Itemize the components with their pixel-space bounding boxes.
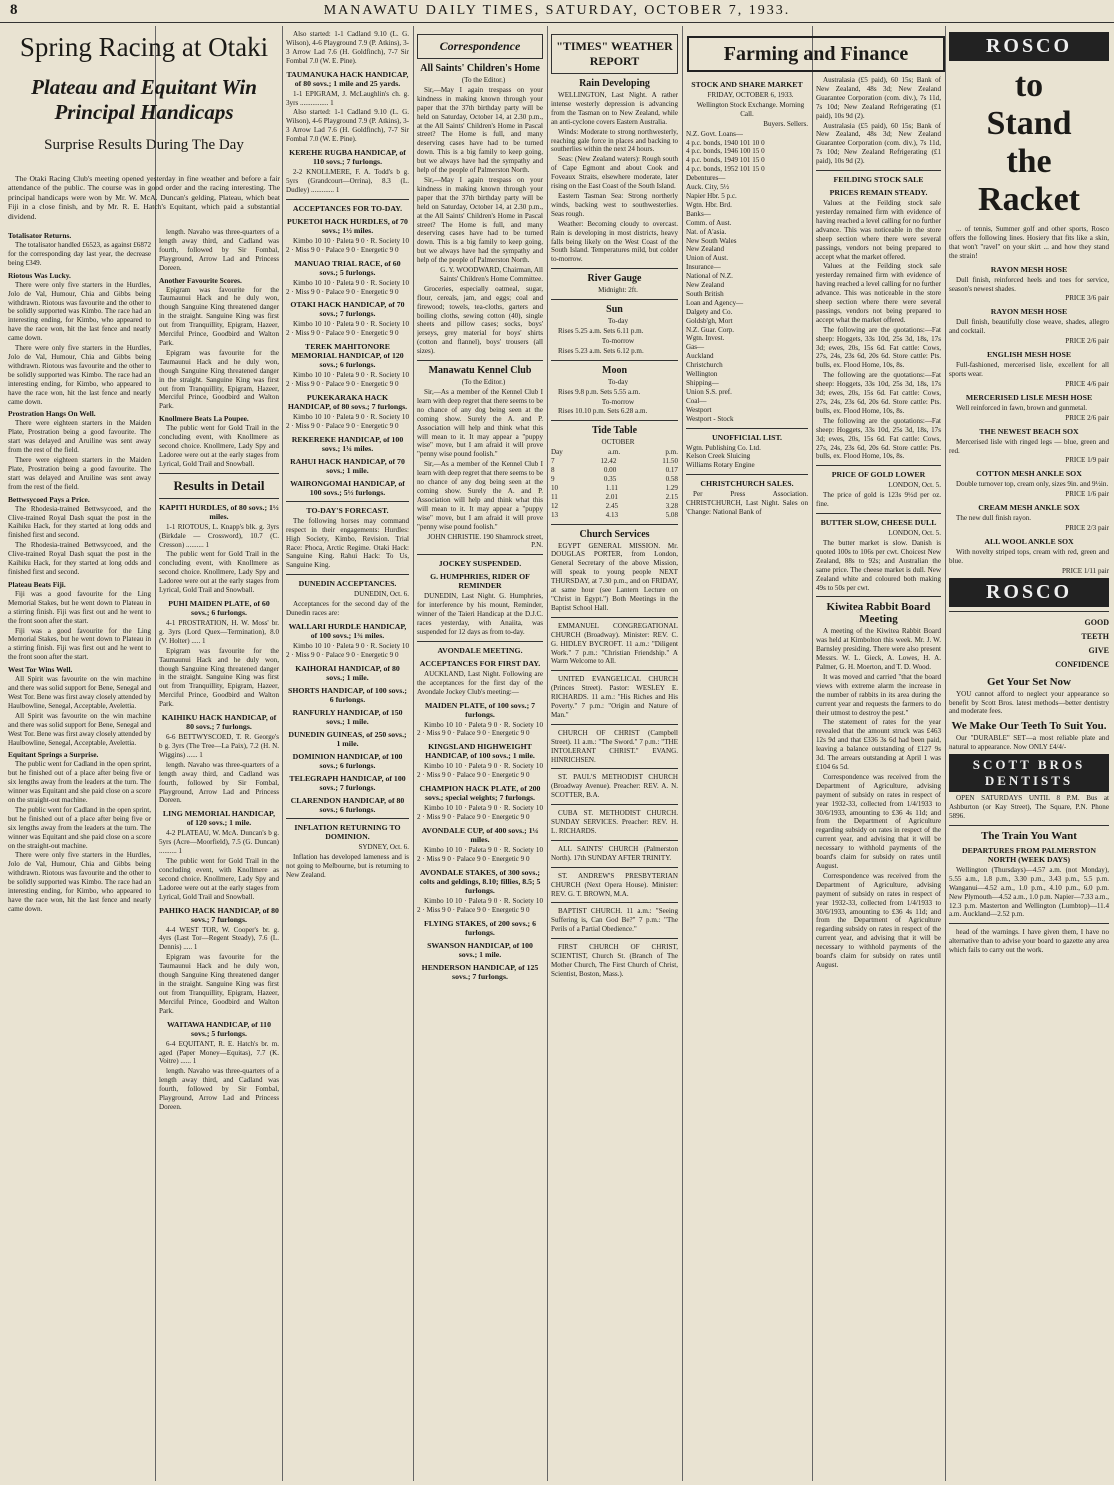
paragraph: WELLINGTON, Last Night. A rather intense westerly depression is advancing from the Tasman on to New Zealand, while an anti-cyclone covers Eastern Australia. — [551, 91, 678, 126]
ad-item: RAYON MESH HOSE — [990, 307, 1068, 317]
moon-title: Moon — [602, 364, 627, 376]
race-title: KINGSLAND HIGHWEIGHT HANDICAP, of 100 sovs.; 1 mile. — [425, 742, 535, 761]
stock-list — [686, 130, 808, 424]
race-title: KEREHE RUGBA HANDICAP, of 110 sovs.; 7 furlongs. — [289, 148, 406, 167]
race-title: CLARENDON HANDICAP, of 80 sovs.; 6 furlongs. — [290, 795, 405, 814]
race-title: AVONDALE CUP, of 400 sovs.; 1¼ miles. — [421, 826, 539, 844]
column-6 — [686, 76, 808, 1476]
paragraph: Inflation has developed lameness and is not going to Melbourne, but is returning to New Zealand. — [286, 852, 409, 879]
column-4 — [417, 30, 543, 1480]
section-head: Plateau Beats Fiji. — [8, 579, 66, 589]
race-result: 2-2 KNOLLMERE, F. A. Todd's b g. 5yrs (Grandcourt—Orrina), 8.3 (L. Dudley) ............. 1 — [286, 168, 409, 194]
list-row: New South Wales — [686, 236, 737, 245]
section-head: West Tor Wins Well. — [8, 665, 73, 675]
moon-times-today: Rises 9.8 p.m. Sets 5.55 a.m. — [558, 387, 641, 396]
paragraph: There were only five starters in the Hurdles, Jolo de Val, Humour, Chia and Gibbs being withdrawn. Riotous was favourite and the other to be solidly supported was Kimbo. The race had an interesting ending, for Kimbo, who appeared to have the race won, hit the last fence and nearly came down. — [8, 280, 151, 343]
paragraph: Australasia (£5 paid), 60 15s; Bank of New Zealand, 48s 3d; New Zealand Guarantee Corporation (com. div.), 7s 11d, 7s 10d; New Zealand Refrigerating (£1 paid), 10s 9d (2). — [816, 121, 941, 166]
paper-title: MANAWATU DAILY TIMES, SATURDAY, OCTOBER 7, 1933. — [323, 3, 791, 18]
paragraph: Our "DURABLE" SET—a most reliable plate and natural to appearance. Now ONLY £4/4/- — [949, 734, 1109, 752]
stock-head: Buyers. Sellers. — [763, 119, 808, 128]
paragraph: The following horses may command respect in their engagements: Hurdles: High Society, Kimbo, Revision. Trial Race: Phoca, Arctic Regime. Otaki Hack: Sanguine King. Rahui Hack: To Us, Sanguine King. — [286, 516, 409, 570]
list-row: Wgtn. Hbr. Brd. — [686, 200, 732, 209]
tide-row: 12 2.45 3.28 — [551, 501, 678, 510]
paragraph: There were eighteen starters in the Maiden Plate, Prostration being a good favourite. The start was delayed and Aruiline was sent away from the rest of the field. — [8, 419, 151, 455]
paragraph: The following are the quotations:—Fat sheep: Hoggets, 33s 10d, 25s 3d, 18s, 17s 3d; ewes, 20s, 15s 6d. Fat cattle: Cows, 27s, 24s, 23s 6d, 20s 6d. Store cattle: Pts. bulls, ex. Flood Home, 10s, 8s. — [816, 371, 941, 415]
ad-item: COTTON MESH ANKLE SOX — [976, 469, 1082, 479]
entries: Kimbo 10 10 · Paleta 9 0 · R. Society 10 2 · Miss 9 0 · Palace 9 0 · Energetic 9 0 — [417, 896, 543, 914]
ad-item: ALL WOOL ANKLE SOX — [984, 536, 1074, 546]
list-row: Wgtn. Publishing Co. Ltd. — [686, 443, 761, 452]
list-row: Auckland — [686, 352, 714, 361]
sun-times-today: Rises 5.25 a.m. Sets 6.11 p.m. — [558, 327, 644, 336]
entries: Kimbo 10 10 · Paleta 9 0 · R. Society 10 2 · Miss 9 0 · Palace 9 0 · Energetic 9 0 — [286, 236, 409, 254]
fielding-title: FEILDING STOCK SALE — [833, 175, 924, 185]
race-title: PAHIKO HACK HANDICAP, of 80 sovs.; 7 furlongs. — [159, 905, 279, 924]
paragraph: The Rhodesia-trained Bettwsycoed, and the Clive-trained Royal Dash squat the post in the Kaihiku Hack, for they started at long odds and finished first and second. — [8, 504, 151, 540]
paragraph: DUNEDIN, Last Night. G. Humphries, for interference by his mount, Reminder, winner of the Taieri Handicap at the D.J.C. races yesterday, with Anaiita, was suspended for 12 days as from to-day. — [417, 592, 543, 636]
article-title: JOCKEY SUSPENDED. — [438, 559, 522, 569]
paragraph: length. Navaho was three-quarters of a length away third, and Cadland was fourth, followed by Sir Fombal, Playground, Arrow Lad and Princess Doreen. — [159, 228, 279, 272]
dateline: SYDNEY, Oct. 6. — [358, 842, 409, 851]
entries: Kimbo 10 10 · Paleta 9 0 · R. Society 10 2 · Miss 9 0 · Palace 9 0 · Energetic 9 0 — [286, 371, 409, 389]
list-row: Nat. of A'asia. — [686, 227, 727, 236]
race-title: TEREK MAHITONORE MEMORIAL HANDICAP, of 120 sovs.; 6 furlongs. — [291, 342, 404, 370]
race-title: RANFURLY HANDICAP, of 150 sovs.; 1 mile. — [292, 707, 403, 726]
dunedin-title: DUNEDIN ACCEPTANCES. — [298, 579, 397, 589]
paragraph: Wellington (Thursdays)—4.57 a.m. (not Monday), 5.55 a.m., 1.8 p.m., 3.30 p.m., 3.43 p.m., 5.5 p.m. Wanganui—4.52 a.m., 1.0 p.m., 4.10 p.m., 6.0 p.m. New Plymouth—4.52 a.m., 1.0 p.m. Napier—7.33 a.m., 12.3 p.m. Masterton and Wellington (Lumbtop)—11.4 a.m. Auckland—2.52 p.m. — [949, 865, 1109, 919]
section-head: Another Favourite Scores. — [159, 275, 242, 285]
list-row: 4 p.c. bonds, 1949 101 15 0 — [686, 156, 765, 165]
race-title: KAPITI HURDLES, of 80 sovs.; 1½ miles. — [159, 502, 279, 521]
dateline: LONDON, Oct. 5. — [888, 529, 941, 538]
race-title: DUNEDIN GUINEAS, of 250 sovs.; 1 mile. — [288, 729, 407, 748]
race-title: REKEREKE HANDICAP, of 100 sovs.; 1¼ miles. — [291, 434, 404, 453]
paragraph: There were eighteen starters in the Maiden Plate, Prostration being a good favourite. The start was delayed and Aruiline was sent away from the rest of the field. — [8, 456, 151, 491]
paragraph: YOU cannot afford to neglect your appearance so benefit by Scott Bros. latest methods—better dentistry and moderate fees. — [949, 689, 1109, 716]
race-title: TAUMANUKA HACK HANDICAP, of 80 sovs.; 1 mile and 25 yards. — [286, 69, 409, 88]
ad-item: MERCERISED LISLE MESH HOSE — [965, 392, 1093, 402]
entries: Kimbo 10 10 · Paleta 9 0 · R. Society 10 2 · Miss 9 0 · Palace 9 0 · Energetic 9 0 — [286, 278, 409, 296]
race-title: PUKETOI HACK HURDLES, of 70 sovs.; 1½ miles. — [287, 216, 408, 235]
race-result: 6-4 EQUITANT, R. E. Hatch's br. m. aged (Paper Money—Equitas), 7.7 (K. Voitre) ...... 1 — [159, 1039, 279, 1066]
list-row: Comm. of Aust. — [686, 218, 732, 227]
church-notice: FIRST CHURCH OF CHRIST, SCIENTIST, Church St. (Branch of The Mother Church, The First Church of Christ, Scientist, Boston, Mass.). — [551, 943, 678, 978]
tide-row: 10 1.11 1.29 — [551, 483, 678, 492]
column-1 — [8, 228, 151, 1478]
paragraph: The Rhodesia-trained Bettwsycoed, and the Clive-trained Royal Dash squat the post in the Kaihiku Hack, for they started at long odds and finished first and second. — [8, 541, 151, 576]
paragraph: Also started: 1-1 Cadland 9.10 (L. G. Wilson), 4-6 Playground 7.9 (P. Atkins), 3-3 Arrow Lad 7.6 (H. Goldfinch), 7-7 Sir Fombal 7.0 (W. E. Pine). — [286, 30, 409, 65]
paragraph: Winds: Moderate to strong northwesterly, reaching gale force in places and backing to southerlies within the next 24 hours. — [551, 127, 678, 154]
acceptances-title: ACCEPTANCES FOR TO-DAY. — [292, 203, 403, 213]
paragraph: Weather: Becoming cloudy to overcast. Rain is developing in most districts, heavy falls being likely on the West Coast of the South Island. Temperatures mild, but colder to-morrow. — [551, 219, 678, 264]
farming-finance-banner: Farming and Finance — [687, 36, 945, 72]
paragraph: Acceptances for the second day of the Dunedin races are: — [286, 600, 409, 618]
tide-row: 8 0.00 0.17 — [551, 466, 678, 475]
label: To-morrow — [601, 397, 635, 406]
scott-bros-logo: SCOTT BROS DENTISTS — [949, 754, 1109, 792]
church-notice: EMMANUEL CONGREGATIONAL CHURCH (Broadway). Minister: REV. C. G. HIDLEY BYCROFT. 11 a.m.: "Diligent Work." 7 p.m.: "Christian Friendship." A Warm Welcome to All. — [551, 621, 678, 666]
stock-subtitle: Wellington Stock Exchange. Morning Call. — [696, 100, 805, 118]
tide-header — [551, 448, 678, 457]
race-result: 4-2 PLATEAU, W. McA. Duncan's b g. 5yrs (Acre—Moorfield), 7.5 (G. Duncan) .......... 1 — [159, 829, 279, 856]
column-7 — [816, 76, 941, 1476]
article-subtitle: ACCEPTANCES FOR FIRST DAY. — [419, 658, 541, 668]
list-row: 4 p.c. bonds, 1952 101 15 0 — [686, 165, 765, 174]
lead-intro — [8, 174, 280, 224]
race-result: Also started: 1-1 Cadland 9.10 (L. G. Wilson), 4-6 Playground 7.9 (P. Atkins), 3-3 Arrow Lad 7.6 (H. Goldfinch), 7-7 Sir Fombal 7.0 (W. E. Pine). — [286, 108, 409, 144]
list-row: Debentures— — [686, 174, 726, 183]
section-head: Knollmere Beats La Poupee. — [159, 414, 249, 424]
paragraph: The following are the quotations:—Fat sheep: Hoggets, 33s 10d, 25s 3d, 18s, 17s 3d; ewes, 20s, 15s 6d. Fat cattle: Cows, 27s, 24s, 23s 6d, 20s 6d. Store cattle: Pts. bulls, ex. Flood Home, 10s, 8s. — [816, 416, 941, 461]
list-row: Coal— — [686, 396, 707, 405]
tide-col-am: a.m. — [607, 448, 621, 457]
tide-title: Tide Table — [591, 425, 638, 437]
list-row: New Zealand — [686, 281, 725, 290]
list-row: N.Z. Guar. Corp. — [686, 325, 735, 334]
entries: Kimbo 10 10 · Paleta 9 0 · R. Society 10 2 · Miss 9 0 · Palace 9 0 · Energetic 9 0 — [417, 762, 543, 780]
headline: Spring Racing at Otaki — [19, 32, 269, 62]
ad-headline: Get Your Set Now — [986, 675, 1072, 688]
tide-row: 9 0.35 0.58 — [551, 475, 678, 483]
race-title: PUHI MAIDEN PLATE, of 60 sovs.; 6 furlongs. — [168, 599, 270, 617]
list-row: Loan and Agency— — [686, 298, 744, 307]
weather-subtitle: Rain Developing — [579, 78, 650, 89]
stock-title: STOCK AND SHARE MARKET — [691, 80, 803, 89]
tide-row: 13 4.13 5.08 — [551, 510, 678, 519]
race-result: The public went for Gold Trail in the concluding event, with Knollmere as second choice. Knollmere, Lady Spy and Ladoree were out at the early stages from Lyrical, Gold Trail and Snowball. — [159, 857, 279, 901]
list-row: Westport - Stock — [686, 414, 734, 423]
race-result: 4-4 WEST TOR, W. Cooper's br. g. 4yrs (Last Tor—Regent Steady), 7.6 (L. Dennis) ..... 1 — [159, 925, 279, 952]
church-notice: BAPTIST CHURCH. 11 a.m.: "Seeing Suffering is, Can God Be?" 7 p.m.: "The Perils of a Partial Obedience." — [551, 907, 678, 934]
tide-month: OCTOBER — [601, 438, 635, 447]
paragraph: All Spirit was favourite on the win machine and there was solid support for Bene, Senegal and West Tor. Bene was first away closely attended by Haulbowline, Senegal, Acceptable, Avelettia. — [8, 675, 151, 710]
race-title: MAIDEN PLATE, of 100 sovs.; 7 furlongs. — [424, 700, 536, 719]
paragraph: Correspondence was received from the Department of Agriculture, advising payment of subsidy on rates in respect of year 1932-33, collected from 1/4/1933 to 30/6/1933, amounting to £36 4s 11d; and from the Department of Agriculture regarding subsidy on rates in respect of the current year, and advising that it will be necessary to withhold payments of the board's claim for subsidy on rates until August. — [816, 772, 941, 870]
race-title: KAIHIKU HACK HANDICAP, of 80 sovs.; 7 furlongs. — [161, 713, 277, 732]
race-result: The public went for Gold Trail in the concluding event, with Knollmere as second choice. Knollmere, Lady Spy and Ladoree were out at the early stages from Lyrical, Gold Trail and Snowball. — [159, 550, 279, 595]
kiwitea-title: Kiwitea Rabbit Board Meeting — [826, 601, 931, 626]
river-title: River Gauge — [587, 273, 642, 285]
entries: Kimbo 10 10 · Paleta 9 0 · R. Society 10 2 · Miss 9 0 · Palace 9 0 · Energetic 9 0 — [286, 413, 409, 430]
paragraph: The public went for Cadland in the open sprint, but he finished out of a place after being five or six lengths away from the leaders at the turn. The winner was Equitant and she paid close on a score on the straight-out machine. — [8, 760, 151, 805]
ad-item: ENGLISH MESH HOSE — [986, 350, 1072, 360]
page-number: 8 — [10, 2, 18, 18]
column-rule — [282, 26, 283, 1481]
paragraph: The following are the quotations:—Fat sheep: Hoggets, 33s 10d, 25s 3d, 18s, 17s 3d; ewes, 20s, 15s 6d. Fat cattle: Cows, 27s, 24s, 23s 6d, 20s 6d. Store cattle: Pts. bulls, ex. Flood Home, 10s, 8s. — [816, 325, 941, 370]
section-head: Equitant Springs a Surprise. — [8, 750, 99, 760]
sun-title: Sun — [606, 304, 623, 316]
entries: Kimbo 10 10 · Paleta 9 0 · R. Society 10 2 · Miss 9 0 · Palace 9 0 · Energetic 9 0 — [286, 320, 409, 338]
list-row: Dalgety and Co. — [686, 307, 733, 316]
river-level: Midnight: 2ft. — [598, 286, 638, 295]
teeth-ad-tagline: GOOD TEETH GIVE CONFIDENCE — [1055, 617, 1109, 669]
paragraph: A meeting of the Kiwitea Rabbit Board was held at Kimbolton this week. Mr. J. W. Barnsley presiding. There were also present Messrs. W. L. Gieck, A. Lowes, H. A. Palmer, G. H. Moerton, and T. D. Wood. — [816, 627, 941, 672]
ad-item: RAYON MESH HOSE — [990, 264, 1068, 274]
train-title: The Train You Want — [981, 829, 1077, 842]
paragraph: Per Press Association. CHRISTCHURCH, Last Night. Sales on 'Change: National Bank of — [686, 490, 808, 517]
paragraph: Correspondence was received from the Department of Agriculture, advising payment of subsidy on rates in respect of year 1932-33, collected from 1/4/1933 to 30/6/1933, amounting to £36 4s 11d; and from the Department of Agriculture regarding subsidy on rates in respect of the current year, and advising that it will be necessary to withhold payments of the board's claim for subsidy on rates until August. — [816, 871, 941, 969]
section-head: Riotous Was Lucky. — [8, 270, 71, 280]
race-title: WALLARI HURDLE HANDICAP, of 100 sovs.; 1¾ miles. — [288, 622, 407, 640]
gold-title: PRICE OF GOLD LOWER — [831, 470, 926, 480]
dateline: DUNEDIN, Oct. 6. — [354, 590, 409, 599]
church-notice: ALL SAINTS' CHURCH (Palmerston North). 17th SUNDAY AFTER TRINITY. — [551, 844, 678, 862]
column-rule — [812, 26, 813, 1481]
forecast-title: TO-DAY'S FORECAST. — [306, 505, 389, 515]
paragraph: Eastern Tasman Sea: Strong northerly winds, backing west to southwesterlies. Seas rough. — [551, 191, 678, 218]
christchurch-title: CHRISTCHURCH SALES. — [700, 479, 794, 489]
unofficial-title: UNOFFICIAL LIST. — [711, 432, 783, 442]
paragraph: Values at the Feilding stock sale yesterday remained firm with evidence of having reached a level calling for no further advance. This was noticeable in the store sheep section where there were several passings, vendors not being prepared to accept what the market offered. — [816, 199, 941, 261]
letter-title: All Saints' Children's Home — [420, 63, 540, 74]
race-result: 1-1 RIOTOUS, L. Knapp's blk. g. 3yrs (Birkdale — Crossword), 10.7 (C. Cresson) .......... 1 — [159, 522, 279, 549]
column-2 — [159, 228, 279, 1478]
tide-row: 11 2.01 2.15 — [551, 492, 678, 501]
list-row: Napier Hbr. 5 p.c. — [686, 191, 737, 200]
race-title: KAIHORAI HANDICAP, of 80 sovs.; 1 mile. — [295, 663, 400, 682]
race-result: length. Navaho was three-quarters of a length away third, and Cadland was fourth, followed by Sir Fombal, Playground, Arrow Lad and Princess Doreen. — [159, 1067, 279, 1111]
paragraph: It was moved and carried "that the board views with extreme alarm the increase in the number of rabbits in its area during the current year and requests the farmers to do their utmost to destroy the pest." — [816, 672, 941, 717]
signature: JOHN CHRISTIE. 190 Shamrock street, P.N. — [427, 532, 543, 550]
column-rule — [945, 26, 946, 1481]
tide-col-day: Day — [551, 448, 563, 457]
label: To-day — [608, 317, 628, 326]
ad-item: CREAM MESH ANKLE SOX — [978, 503, 1080, 513]
church-notice: UNITED EVANGELICAL CHURCH (Princes Street). Pastor: WESLEY E. RICHARDS. 11 a.m.: "His Riches and His Poverty." 7 p.m.: "Origin and Nature of Man." — [551, 675, 678, 719]
tide-table — [551, 448, 678, 519]
paragraph: The statement of rates for the year revealed that the amount struck was £463 12s 9d and that £336 3s 6d had been paid, leaving a balance outstanding of £127 9s 3d. The arrears outstanding at April 1 was £104 6s 5d. — [816, 718, 941, 771]
masthead — [0, 0, 1114, 23]
race-title: SHORTS HANDICAP, of 100 sovs.; 6 furlongs. — [287, 685, 407, 704]
tide-col-pm: p.m. — [665, 448, 678, 457]
list-row: Union S.S. pref. — [686, 387, 732, 396]
race-title: TELEGRAPH HANDICAP, of 100 sovs.; 7 furlongs. — [289, 773, 406, 792]
butter-title: BUTTER SLOW, CHEESE DULL — [820, 518, 937, 528]
inflation-title: INFLATION RETURNING TO DOMINION. — [294, 822, 401, 841]
fielding-subtitle: PRICES REMAIN STEADY. — [829, 188, 928, 198]
list-row: Shipping— — [686, 379, 719, 387]
column-3 — [286, 30, 409, 1480]
entries: Kimbo 10 10 · Paleta 9 0 · R. Society 10 2 · Miss 9 0 · Palace 9 0 · Energetic 9 0 — [417, 846, 543, 863]
list-row: New Zealand — [686, 245, 725, 254]
weather-title: "TIMES" WEATHER REPORT — [551, 34, 678, 74]
paragraph: The public went for Gold Trail in the concluding event, with Knollmere as second choice. Knollmere, Lady Spy and Ladoree were out at the early stages from Lyrical, Gold Trail and Snowball. — [159, 424, 279, 468]
race-title: WAIRONGOMAI HANDICAP, of 100 sovs.; 5½ furlongs. — [290, 478, 405, 497]
list-row: Williams Rotary Engine — [686, 461, 755, 470]
results-title: Results in Detail — [173, 477, 265, 493]
moon-times-tomorrow: Rises 10.10 p.m. Sets 6.28 a.m. — [558, 407, 648, 416]
paragraph: Fiji was a good favourite for the Ling Memorial Stakes, but he went down to Plateau in a stirring finish. Fiji was first out and he went to the front soon after the start. — [8, 626, 151, 662]
correspondence-title: Correspondence — [417, 34, 543, 59]
race-title: MANUAO TRIAL RACE, of 60 sovs.; 5 furlongs. — [294, 258, 401, 277]
list-row: Wgtn. Invest. — [686, 334, 725, 343]
list-row: Goldsb'gh, Mort — [686, 316, 733, 325]
unofficial-list — [686, 444, 808, 471]
rosco-logo: ROSCO — [949, 32, 1109, 61]
paragraph: All Spirit was favourite on the win machine and there was solid support for Bene, Senegal and West Tor. Bene was first away closely attended by Haulbowline, Senegal, Acceptable, Avelettia. — [8, 711, 151, 747]
ad-headline: to Stand the Racket — [978, 67, 1080, 218]
paragraph: There were only five starters in the Hurdles, Jolo de Val, Humour, Chia and Gibbs being withdrawn. Riotous was favourite and the other to be solidly supported was Kimbo. The race had an interesting ending, for Kimbo, who appeared to have the race won, hit the last fence and nearly came down. — [8, 851, 151, 913]
stock-date: FRIDAY, OCTOBER 6, 1933. — [707, 91, 794, 99]
label: To-day — [608, 377, 628, 386]
list-row: 4 p.c. bonds, 1940 101 10 0 — [686, 138, 765, 147]
list-row: Westport — [686, 405, 712, 414]
race-result: Epigram was favourite for the Taumaunui Hack and he duly won, though Sanguine King threatened danger in the straight. Sanguine King was first out from Tranquillity, Epigram, Hazeer, Merciful Prince, Goodbird and Walton Park. — [159, 646, 279, 709]
article-subtitle: G. HUMPHRIES, RIDER OF REMINDER — [430, 572, 530, 591]
church-notice: ST. ANDREW'S PRESBYTERIAN CHURCH (Next Opera House). Minister: REV. G. T. BROWN, M.A. — [551, 871, 678, 898]
column-rule — [155, 26, 156, 1481]
race-title: PUKEKARAKA HACK HANDICAP, of 80 sovs.; 7 furlongs. — [287, 393, 408, 412]
paragraph: Sir,—As a member of the Kennel Club I learn with deep regret that there seems to be no chance of any dog being seen at the coming show. Surely the A. and P. Association will help and think what this will mean to it. It may appear a "puppy wise" move, but I am afraid it will prove "penny wise pound foolish." — [417, 388, 543, 459]
list-row: Gas— — [686, 343, 705, 352]
race-result: 6-6 BETTWYSCOED, T. R. George's b g. 3yrs (The Tree—La Paix), 7.2 (H. N. Wiggins) ...... 1 — [159, 733, 279, 759]
column-5 — [551, 30, 678, 1480]
race-title: LING MEMORIAL HANDICAP, of 120 sovs.; 1 mile. — [162, 809, 276, 828]
rosco-logo: ROSCO — [949, 578, 1109, 607]
entries: Kimbo 10 10 · Paleta 9 0 · R. Society 10 2 · Miss 9 0 · Palace 9 0 · Energetic 9 0 — [286, 642, 409, 659]
dateline: LONDON, Oct. 5. — [888, 481, 941, 490]
race-title: WAITAWA HANDICAP, of 110 sovs.; 5 furlongs. — [167, 1019, 271, 1038]
race-title: FLYING STAKES, of 200 sovs.; 6 furlongs. — [424, 918, 536, 937]
list-row: Union of Aust. — [686, 254, 728, 263]
list-row: Wellington — [686, 370, 718, 379]
paragraph: Groceries, especially oatmeal, sugar, flour, cereals, jam, and eggs; coal and firewood; towels, tea-cloths, garters and boiling cloths, sewing cotton (40), single sheets and pillow cases; socks, boys' jerseys, grey material for boys' shirts (cotton and flannel), boys' trousers (all sizes). — [417, 284, 543, 356]
paragraph: Epigram was favourite for the Taumaunui Hack and he duly won, though Sanguine King threatened danger in the straight. Sanguine King was first out from Tranquillity, Epigram, Hazeer, Merciful Prince, Goodbird and Walton Park. — [159, 285, 279, 347]
race-title: AVONDALE STAKES, of 300 sovs.; colts and geldings, 8.10; fillies, 8.5; 5 furlongs. — [419, 867, 541, 895]
train-subtitle: DEPARTURES FROM PALMERSTON NORTH (WEEK DAYS) — [961, 845, 1096, 864]
paragraph: The price of gold is 123s 9½d per oz. fine. — [816, 491, 941, 509]
lead-story-header — [8, 30, 280, 170]
deck: Surprise Results During The Day — [44, 137, 244, 153]
race-title: OTAKI HACK HANDICAP, of 70 sovs.; 7 furlongs. — [290, 300, 405, 319]
church-notice: ST. PAUL'S METHODIST CHURCH (Broadway Avenue). Preacher: REV. A. N. SCOTTER, B.A. — [551, 773, 678, 800]
article-title: AVONDALE MEETING. — [437, 645, 523, 655]
paragraph: Epigram was favourite for the Taumaunui Hack and he duly won, though Sanguine King threatened danger in the straight. Sanguine King was first out from Tranquillity, Epigram, Hazeer, Merciful Prince, Goodbird and Walton Park. — [159, 348, 279, 411]
race-result: Epigram was favourite for the Taumaunui Hack and he duly won, though Sanguine King threatened danger in the straight. Sanguine King was first out from Tranquillity, Epigram, Hazeer, Merciful Prince, Goodbird and Walton Park. — [159, 953, 279, 1015]
to-editor: (To the Editor.) — [461, 76, 506, 84]
paragraph: head of the warnings. I have given them, I have no alternative than to advise your board to gazette any area which fails to carry out the work. — [949, 928, 1109, 955]
ad-headline: We Make Our Teeth To Suit You. — [951, 720, 1107, 733]
paragraph: There were only five starters in the Hurdles, Jolo de Val, Humour, Chia and Gibbs being withdrawn. Riotous was favourite and the other to be solidly supported was Kimbo. The race had an interesting ending, for Kimbo, who appeared to have the race won, hit the last fence and nearly came down. — [8, 344, 151, 406]
section-head: Prostration Hangs On Well. — [8, 409, 96, 419]
intro-paragraph: The Otaki Racing Club's meeting opened yesterday in fine weather and before a fair attendance of the public. The course was in good order and the racing interesting. The principal handicaps were won by Mr. W. McA. Duncan's gelding, Plateau, which beat Fiji in a close finish, and by Mr. R. E. Hatch's Equitant, which paid a substantial dividend. — [8, 174, 280, 221]
list-row: 4 p.c. bonds, 1946 100 15 0 — [686, 147, 765, 156]
letter-title: Manawatu Kennel Club — [428, 365, 532, 377]
signature: G. Y. WOODWARD, Chairman, All Saints' Children's Home Committee. — [439, 266, 543, 283]
paragraph: Sir,—May I again trespass on your kindness in making known through your paper that the 37th birthday party will be held on Saturday, October 14, at 2.30 p.m., at the All Saints' Children's Home in Pascal street? The Home is full, and many deserving cases have had to be turned down. This is a big family to keep going, but we always have had the sympathy and help of the people of Palmerston North. — [417, 85, 543, 175]
list-row: National of N.Z. — [686, 272, 733, 281]
church-notice: EGYPT GENERAL MISSION. Mr. DOUGLAS PORTER, from London, General Secretary of the above Mission, will speak to young people NEXT THURSDAY, at 7.30 p.m., and on FRIDAY, at same hour (see Lantern Lecture on "Christ in Egypt.") Both Meetings in the Baptist School Hall. — [551, 541, 678, 612]
paragraph: The butter market is slow. Danish is quoted 100s to 106s per cwt. Choicest New Zealand, 88s to 92s; and Australian the same price. The cheese market is dull. New Zealand white and coloured both making 49s to 50s per cwt. — [816, 538, 941, 592]
race-title: RAHUI HACK HANDICAP, of 70 sovs.; 1 mile. — [290, 456, 405, 475]
section-head: Bettwsycoed Pays a Price. — [8, 494, 90, 504]
ad-item: THE NEWEST BEACH SOX — [979, 426, 1079, 436]
church-title: Church Services — [579, 528, 650, 540]
paragraph: Australasia (£5 paid), 60 15s; Bank of New Zealand, 48s 3d; New Zealand Guarantee Corporation (com. div.), 7s 11d, 7s 10d; New Zealand Refrigerating (£1 paid), 10s 9d (2). — [816, 76, 941, 120]
column-8-ads: ROSCO to Stand the Racket ... of tennis, Summer golf and other sports, Rosco offers the following lines. Hosiery that fits like a skin, that won't "ravel" on your skirt ... and how they stand the strain! RAYON MESH HOSE Dull finish, reinforced heels and toes for service, season's newest shades. PRICE 3/6 pair RAYON MESH HOSE Dull finish, beautifully close weave, shades, allegro and cocktail. PRICE 2/6 pair ENGLISH MESH HOSE Full-fashioned, mercerised lisle, excellent for all sports wear. PRICE 4/6 pair MERCERISED LISLE MESH HOSE Well reinforced in fawn, brown and gunmetal. PRICE 2/6 pair THE NEWEST BEACH SOX Mercerised lisle with ringed legs — blue, green and red. PRICE 1/9 pair COTTON MESH ANKLE SOX Double turnover top, cream only, sizes 9in. and 9½in. PRICE 1/6 pair CREAM MESH ANKLE SOX The new dull finish rayon. PRICE 2/3 pair ALL WOOL ANKLE SOX With novelty striped tops, cream with red, green and blue. PRICE 1/11 pair ROSCO GOOD TEETH GIVE CONFIDENCE Get Your Set Now YOU cannot afford to neglect your appearance so benefit by Scott Bros. latest methods—better dentistry and moderate fees. We Make Our Teeth To Suit You. Our "DURABLE" SET—a most reliable plate and natural to appearance. Now ONLY £4/4/- SCOTT BROS DENTISTS OPEN SATURDAYS UNTIL 8 P.M. Bus at Ashburton (or Kay Street), The Square, P.N. Phone 5896. The Train You Want DEPARTURES FROM PALMERSTON NORTH (WEEK DAYS) Wellington (Thursdays)—4.57 a.m. (not Monday), 5.55 a.m., 1.8 p.m., 3.30 p.m., 3.43 p.m., 5.5 p.m. Wanganui—4.52 a.m., 1.0 p.m., 4.10 p.m., 6.0 p.m. New Plymouth—4.52 a.m., 1.0 p.m. Napier—7.33 a.m., 12.3 p.m. Masterton and Wellington (Lumbtop)—11.4 a.m. Auckland—2.52 p.m. head of the warnings. I have given them, I have no alternative than to advise your board to gazette any area which fails to carry out the work. — [949, 30, 1109, 1480]
paragraph: The totalisator handled £6523, as against £6872 for the corresponding day last year, the decrease being £349. — [8, 241, 151, 267]
race-title: CHAMPION HACK PLATE, of 200 sovs.; special weights; 7 furlongs. — [419, 784, 541, 803]
to-editor: (To the Editor.) — [461, 378, 506, 387]
entries: Kimbo 10 10 · Paleta 9 0 · R. Society 10 2 · Miss 9 0 · Palace 9 0 · Energetic 9 0 — [417, 720, 543, 738]
race-result: length. Navaho was three-quarters of a length away third, and Cadland was fourth, followed by Sir Fombal, Playground, Arrow Lad and Princess Doreen. — [159, 760, 279, 805]
list-row: Banks— — [686, 209, 711, 218]
label: To-morrow — [601, 336, 635, 345]
list-row: Christchurch — [686, 361, 723, 370]
column-rule — [547, 26, 548, 1481]
list-row: Kelson Creek Sluicing — [686, 452, 751, 461]
paragraph: Sir,—As a member of the Kennel Club I learn with deep regret that there seems to be no chance of any dog being seen at the coming show. Surely the A. and P. Association will help and think what this will mean to it. It may appear a "puppy wise" move, but I am afraid it will prove "penny wise pound foolish." — [417, 460, 543, 531]
paragraph: ... of tennis, Summer golf and other sports, Rosco offers the following lines. Hosiery that fits like a skin, that won't "ravel" on your skirt ... and how they stand the strain! — [949, 225, 1109, 260]
race-title: DOMINION HANDICAP, of 100 sovs.; 6 furlongs. — [292, 751, 403, 770]
race-title: HENDERSON HANDICAP, of 125 sovs.; 7 furlongs. — [421, 962, 539, 981]
church-notice: CHURCH OF CHRIST (Campbell Street). 11 a.m.: "The Sword." 7 p.m.: "THE INTOLERANT CHRIST." EVANG. HINRICHSEN. — [551, 728, 678, 764]
list-row: South British — [686, 289, 724, 298]
list-row: Auck. City, 5½ — [686, 183, 730, 192]
tide-row: 7 12.42 11.50 — [551, 457, 678, 466]
column-rule — [413, 26, 414, 1481]
paragraph: Seas: (New Zealand waters): Rough south of Cape Egmont and about Cook and Foveaux Straits, elsewhere moderate, later rising on the East Coast of the South Island. — [551, 155, 678, 191]
race-title: SWANSON HANDICAP, of 100 sovs.; 1 mile. — [427, 940, 533, 959]
paragraph: The public went for Cadland in the open sprint, but he finished out of a place after being five or six lengths away from the leaders at the turn. The winner was Equitant and she paid close on a score on the straight-out machine. — [8, 805, 151, 850]
entries: Kimbo 10 10 · Paleta 9 0 · R. Society 10 2 · Miss 9 0 · Palace 9 0 · Energetic 9 0 — [417, 804, 543, 822]
race-result: 4-1 PROSTRATION, H. W. Moss' br. g. 3yrs (Lord Quex—Termination), 8.0 (V. Holter) ..... 1 — [159, 619, 279, 645]
sun-times-tomorrow: Rises 5.23 a.m. Sets 6.12 p.m. — [558, 346, 644, 355]
paragraph: Values at the Feilding stock sale yesterday remained firm with evidence of having reached a level calling for no further advance. This was noticeable in the store sheep section where there were several passings, vendors not being prepared to accept what the market offered. — [816, 262, 941, 324]
church-notice: CUBA ST. METHODIST CHURCH. SUNDAY SERVICES. Preacher: REV. H. L. RICHARDS. — [551, 809, 678, 835]
column-rule — [682, 26, 683, 1481]
paragraph: Fiji was a good favourite for the Ling Memorial Stakes, but he went down to Plateau in a stirring finish. Fiji was first out and he went to the front soon after the start. — [8, 589, 151, 625]
paragraph: OPEN SATURDAYS UNTIL 8 P.M. Bus at Ashburton (or Kay Street), The Square, P.N. Phone 5896. — [949, 794, 1109, 820]
subheadline: Plateau and Equitant Win Principal Handicaps — [31, 75, 257, 124]
paragraph: Sir,—May I again trespass on your kindness in making known through your paper that the 37th birthday party will be held on Saturday, October 14, at 2.30 p.m., at the All Saints' Children's Home in Pascal street? The Home is full, and many deserving cases have had to be turned down. This is a big family to keep going, but we always have had the sympathy and help of the people of Palmerston North. — [417, 175, 543, 265]
list-row: Insurance— — [686, 263, 721, 272]
paragraph: AUCKLAND, Last Night. Following are the acceptances for the first day of the Avondale Jockey Club's meeting:— — [417, 669, 543, 696]
section-head: Totalisator Returns. — [8, 231, 72, 240]
race-result: 1-1 EPIGRAM, J. McLaughlin's ch. g. 3yrs ................ 1 — [286, 89, 409, 107]
list-row: N.Z. Govt. Loans— — [686, 129, 743, 138]
